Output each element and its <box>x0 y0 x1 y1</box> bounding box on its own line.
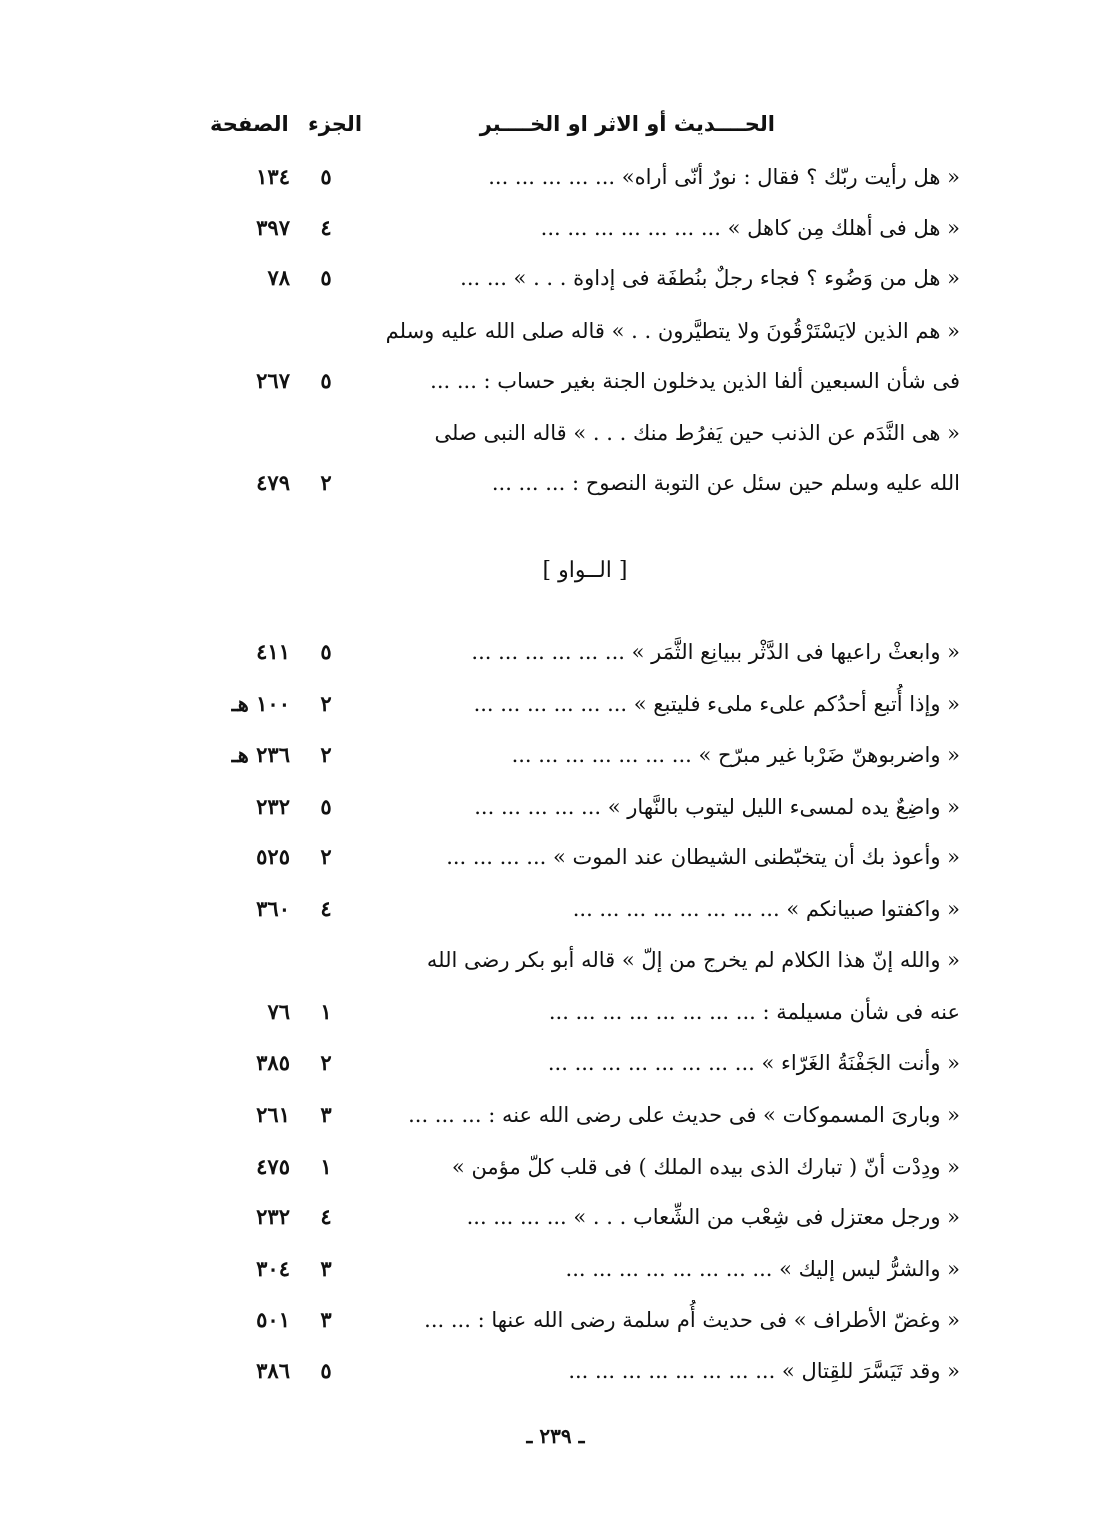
part-number: ٢ <box>320 742 332 767</box>
hadith-text: « هل فى أهلك مِن كاهل » ... ... ... ... ... ... ... <box>540 216 960 240</box>
page-number: ٣٨٦ <box>256 1358 290 1383</box>
page-number: ٤١١ <box>256 639 290 664</box>
hadith-text: « هل من وَضُوء ؟ فجاء رجلٌ بنُطفَة فى إداوة . . . » ... ... <box>460 266 960 290</box>
part-number: ٢ <box>320 844 332 869</box>
table-row <box>200 1043 970 1087</box>
part-number: ١ <box>320 1154 332 1179</box>
part-number: ٤ <box>320 215 332 240</box>
header-page-column: الصفحة <box>210 112 289 136</box>
hadith-text: عنه فى شأن مسيلمة : ... ... ... ... ... ... ... ... <box>548 1000 960 1024</box>
part-number: ٥ <box>320 164 332 189</box>
table-row <box>200 992 970 1036</box>
table-row <box>200 1095 970 1139</box>
table-row <box>200 735 970 779</box>
part-number: ٣ <box>320 1256 332 1281</box>
part-number: ٢ <box>320 470 332 495</box>
page-number: ٢٦٧ <box>256 368 290 393</box>
table-row <box>200 1147 970 1191</box>
page-number: ٢٣٦ هـ <box>231 742 290 767</box>
page-number: ٣٦٠ <box>256 896 290 921</box>
part-number: ١ <box>320 999 332 1024</box>
column-header <box>200 112 970 146</box>
hadith-text: « والشرُّ ليس إليك » ... ... ... ... ... ... ... ... <box>565 1257 960 1281</box>
table-row <box>200 311 970 355</box>
hadith-text: « هم الذين لايَسْتَرْقُونَ ولا يتطيَّرون . . » قاله صلى الله عليه وسلم <box>385 319 960 343</box>
part-number: ٢ <box>320 1050 332 1075</box>
part-number: ٢ <box>320 691 332 716</box>
table-row <box>200 1351 970 1395</box>
page-number: ٤٧٩ <box>256 470 290 495</box>
page-number: ٣٨٥ <box>256 1050 290 1075</box>
hadith-text: « وابعثْ راعيها فى الدَّثْر ببيانِع الثَّمَر » ... ... ... ... ... ... <box>471 640 960 664</box>
hadith-text: « وقد تَيَسَّرَ للقِتال » ... ... ... ... ... ... ... ... <box>568 1359 960 1383</box>
part-number: ٥ <box>320 265 332 290</box>
part-number: ٤ <box>320 896 332 921</box>
table-row <box>200 1197 970 1241</box>
page-number-footer: ـ ٢٣٩ ـ <box>526 1424 585 1448</box>
part-number: ٣ <box>320 1102 332 1127</box>
hadith-text: « هى النَّدَم عن الذنب حين يَفرُط منك . . . » قاله النبى صلى <box>434 421 960 445</box>
page-number: ٤٧٥ <box>256 1154 290 1179</box>
part-number: ٤ <box>320 1204 332 1229</box>
table-row <box>200 361 970 405</box>
hadith-text: « ودِدْت أنّ ( تبارك الذى بيده الملك ) فى قلب كلّ مؤمن » <box>451 1155 960 1179</box>
section-title: [ الــواو ] <box>542 558 628 583</box>
page-number: ٣٩٧ <box>256 215 290 240</box>
hadith-text: « واضربوهنّ ضَرْبا غير مبرّح » ... ... ... ... ... ... ... <box>511 743 960 767</box>
part-number: ٥ <box>320 368 332 393</box>
hadith-text: « وإذا أُتبع أحدُكم علىء ملىء فليتبع » ... ... ... ... ... ... <box>473 692 960 716</box>
header-hadith-column: الحــــديث أو الاثر او الخــــبر <box>479 112 775 136</box>
part-number: ٥ <box>320 1358 332 1383</box>
table-row <box>200 413 970 457</box>
page-number: ١٣٤ <box>256 164 290 189</box>
header-part-column: الجزء <box>308 112 363 136</box>
part-number: ٥ <box>320 794 332 819</box>
hadith-text: « واكفتوا صبيانكم » ... ... ... ... ... ... ... ... <box>572 897 960 921</box>
table-row <box>200 684 970 728</box>
hadith-text: الله عليه وسلم حين سئل عن التوبة النصوح : ... ... ... <box>491 471 960 495</box>
table-row <box>200 889 970 933</box>
page-number: ٢٦١ <box>256 1102 290 1127</box>
page-number: ٢٣٢ <box>256 1204 290 1229</box>
hadith-text: « وغضّ الأطراف » فى حديث أُم سلمة رضى الله عنها : ... ... <box>424 1308 960 1332</box>
hadith-text: « وأنت الجَفْنَةُ الغَرّاء » ... ... ... ... ... ... ... ... <box>547 1051 960 1075</box>
page-number: ٣٠٤ <box>256 1256 290 1281</box>
table-row <box>200 632 970 676</box>
table-row <box>200 208 970 252</box>
page-number: ٧٦ <box>267 999 290 1024</box>
part-number: ٣ <box>320 1307 332 1332</box>
page-number: ٥٠١ <box>256 1307 290 1332</box>
table-row <box>200 837 970 881</box>
page-number: ٢٣٢ <box>256 794 290 819</box>
hadith-text: « وبارىَ المسموكات » فى حديث على رضى الله عنه : ... ... ... <box>408 1103 960 1127</box>
table-row <box>200 463 970 507</box>
hadith-text: فى شأن السبعين ألفا الذين يدخلون الجنة بغير حساب : ... ... <box>430 369 960 393</box>
table-row <box>200 940 970 984</box>
table-row <box>200 258 970 302</box>
hadith-text: « والله إنّ هذا الكلام لم يخرج من إلّ » قاله أبو بكر رضى الله <box>426 948 960 972</box>
table-row <box>200 1249 970 1293</box>
hadith-text: « هل رأيت ربّك ؟ فقال : نورٌ أنّى أراه» ... ... ... ... ... <box>488 165 960 189</box>
hadith-text: « وأعوذ بك أن يتخبّطنى الشيطان عند الموت » ... ... ... ... <box>446 845 960 869</box>
page-number: ٥٢٥ <box>256 844 290 869</box>
table-row <box>200 787 970 831</box>
hadith-text: « واضِعٌ يده لمسىء الليل ليتوب بالنَّهار » ... ... ... ... ... <box>474 795 960 819</box>
hadith-text: « ورجل معتزل فى شِعْب من الشِّعاب . . . » ... ... ... ... <box>466 1205 960 1229</box>
table-row <box>200 157 970 201</box>
page-number: ٧٨ <box>267 265 290 290</box>
page-number: ١٠٠ هـ <box>231 691 290 716</box>
table-row <box>200 1300 970 1344</box>
part-number: ٥ <box>320 639 332 664</box>
